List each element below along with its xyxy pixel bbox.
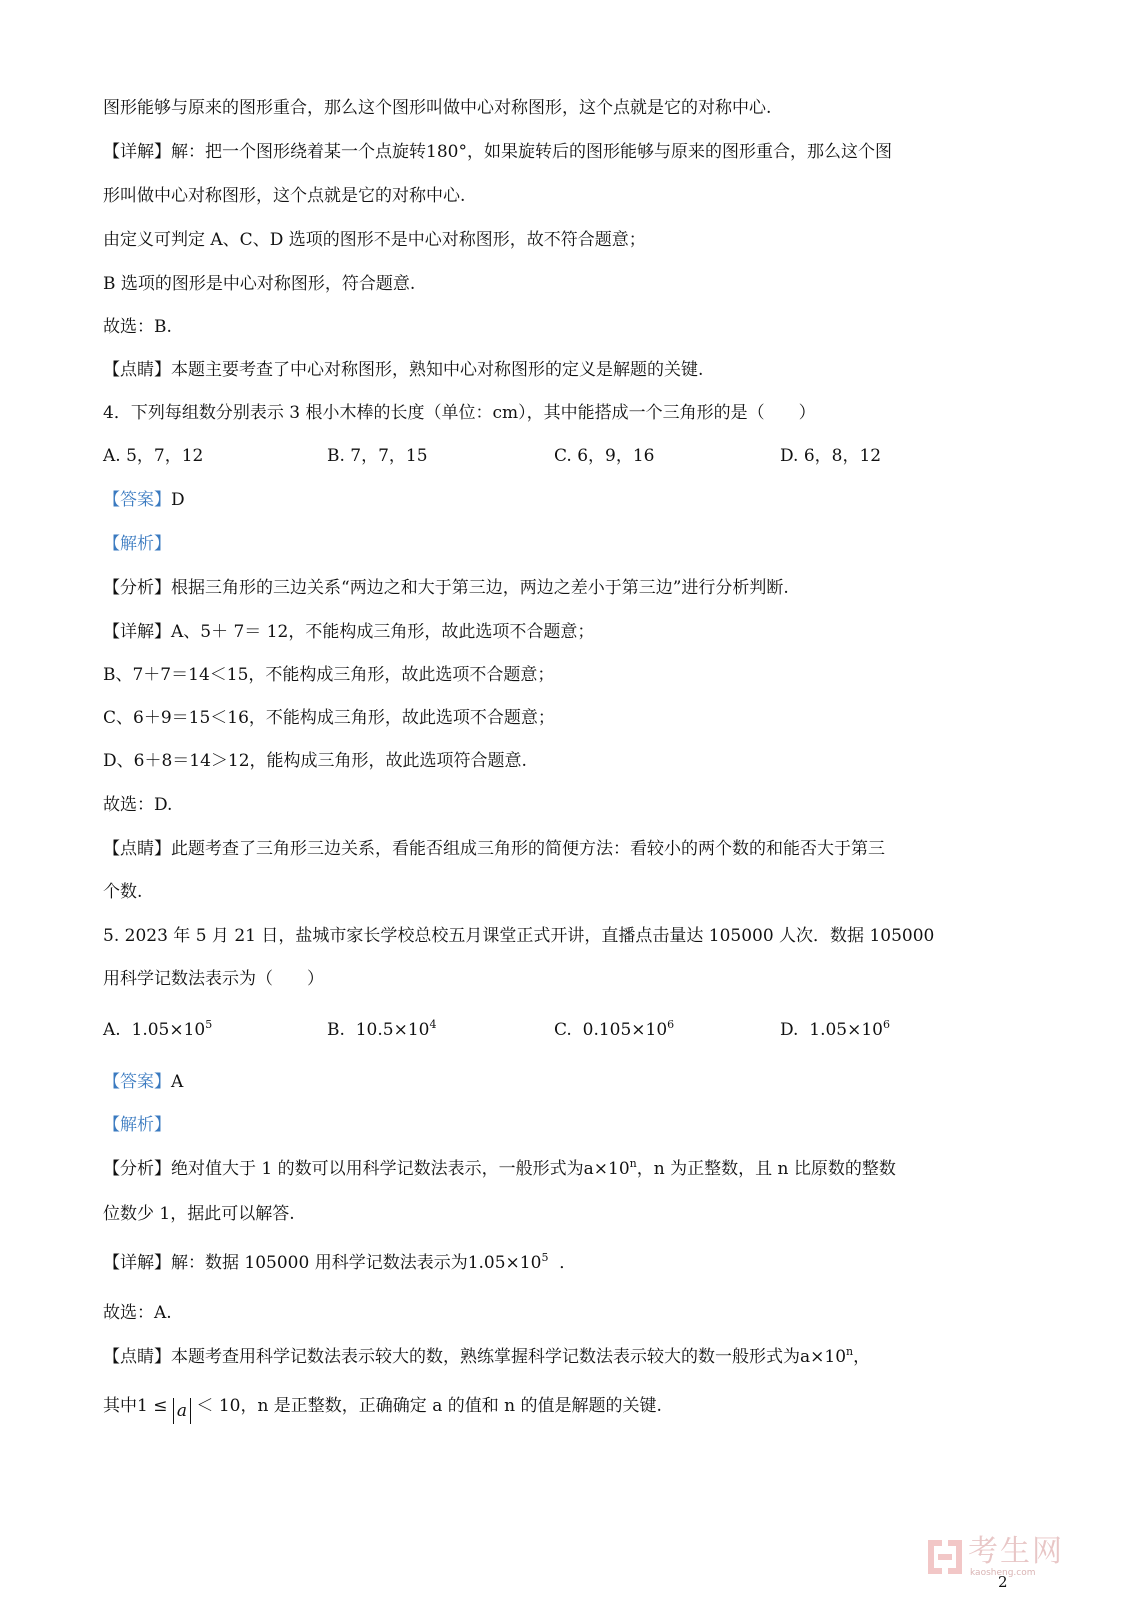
text-line: 形叫做中心对称图形，这个点就是它的对称中心. [103, 186, 466, 206]
q5-comment-cont: 其中1 ≤ a ＜ 10，n 是正整数，正确确定 a 的值和 n 的值是解题的关键. [103, 1394, 1071, 1418]
q4-option-d: D. 6，8，12 [780, 446, 882, 466]
answer-select-line: 故选：B. [103, 317, 172, 337]
comment-tag: 【点睛】 [103, 360, 171, 380]
q4-option-c: C. 6，9，16 [554, 446, 655, 466]
answer-tag: 【答案】 [103, 1072, 171, 1092]
q4-comment: 【点睛】此题考查了三角形三边关系，看能否组成三角形的简便方法：看较小的两个数的和能否大于第三 [103, 839, 885, 859]
q5-option-a: A. $1.05\times 10^5$ [103, 1018, 213, 1040]
analysis-tag: 【解析】 [103, 534, 171, 554]
question-5-cont: 用科学记数法表示为（ ） [103, 969, 324, 989]
answer-tag: 【答案】 [103, 490, 171, 510]
q4-comment-cont: 个数. [103, 882, 143, 902]
q4-analysis: 【分析】根据三角形的三边关系“两边之和大于第三边，两边之差小于第三边”进行分析判断. [103, 578, 789, 598]
text-line: 图形能够与原来的图形重合，那么这个图形叫做中心对称图形，这个点就是它的对称中心. [103, 98, 772, 118]
analysis-tag: 【解析】 [103, 1115, 171, 1135]
q5-detail: 【详解】解：数据 105000 用科学记数法表示为$1.05\times 10^5$ ． [103, 1251, 577, 1273]
watermark-url: kaosheng.com [970, 1568, 1036, 1578]
text-line: B 选项的图形是中心对称图形，符合题意. [103, 274, 416, 294]
watermark [928, 1536, 1064, 1578]
text-line: 由定义可判定 A、C、D 选项的图形不是中心对称图形，故不符合题意； [103, 230, 646, 250]
q4-detail-b: B、7＋7＝14＜15，不能构成三角形，故此选项不合题意； [103, 665, 555, 685]
absolute-value: a [173, 1398, 191, 1424]
q4-select: 故选：D. [103, 795, 173, 815]
q5-select: 故选：A. [103, 1303, 172, 1323]
q4-detail-a: 【详解】A、5＋ 7＝ 12，不能构成三角形，故此选项不合题意； [103, 622, 595, 642]
comment-line: 【点睛】本题主要考查了中心对称图形，熟知中心对称图形的定义是解题的关键. [103, 360, 704, 380]
q4-detail-c: C、6＋9＝15＜16，不能构成三角形，故此选项不合题意； [103, 708, 555, 728]
question-4: 4．下列每组数分别表示 3 根小木棒的长度（单位：cm），其中能搭成一个三角形的是（ ） [103, 403, 816, 423]
q5-comment: 【点睛】本题考查用科学记数法表示较大的数，熟练掌握科学记数法表示较大的数一般形式为$a\times 10^n$， [103, 1345, 871, 1367]
q4-option-b: B. 7，7，15 [327, 446, 428, 466]
question-5: 5. 2023 年 5 月 21 日，盐城市家长学校总校五月课堂正式开讲，直播点击量达 105000 人次．数据 105000 [103, 926, 935, 946]
q4-option-a: A. 5，7，12 [103, 446, 204, 466]
q5-option-b: B. $10.5\times 10^4$ [327, 1018, 437, 1040]
detail-line: 【详解】解：把一个图形绕着某一个点旋转180°，如果旋转后的图形能够与原来的图形重合，那么这个图 [103, 142, 892, 162]
q4-answer: 【答案】D [103, 490, 185, 510]
watermark-logo-icon [928, 1540, 962, 1574]
q5-answer: 【答案】A [103, 1072, 184, 1092]
q5-option-d: D. $1.05\times 10^6$ [780, 1018, 890, 1040]
q5-analysis: 【分析】绝对值大于 1 的数可以用科学记数法表示，一般形式为$a\times 10^n$，n 为正整数，且 n 比原数的整数 [103, 1157, 896, 1179]
q4-detail-d: D、6＋8＝14＞12，能构成三角形，故此选项符合题意. [103, 751, 527, 771]
watermark-text: 考生网 [968, 1534, 1064, 1569]
page-number: 2 [998, 1573, 1008, 1591]
q5-analysis-cont: 位数少 1，据此可以解答. [103, 1204, 295, 1224]
q5-option-c: C. $0.105\times 10^6$ [554, 1018, 675, 1040]
detail-tag: 【详解】 [103, 142, 171, 162]
